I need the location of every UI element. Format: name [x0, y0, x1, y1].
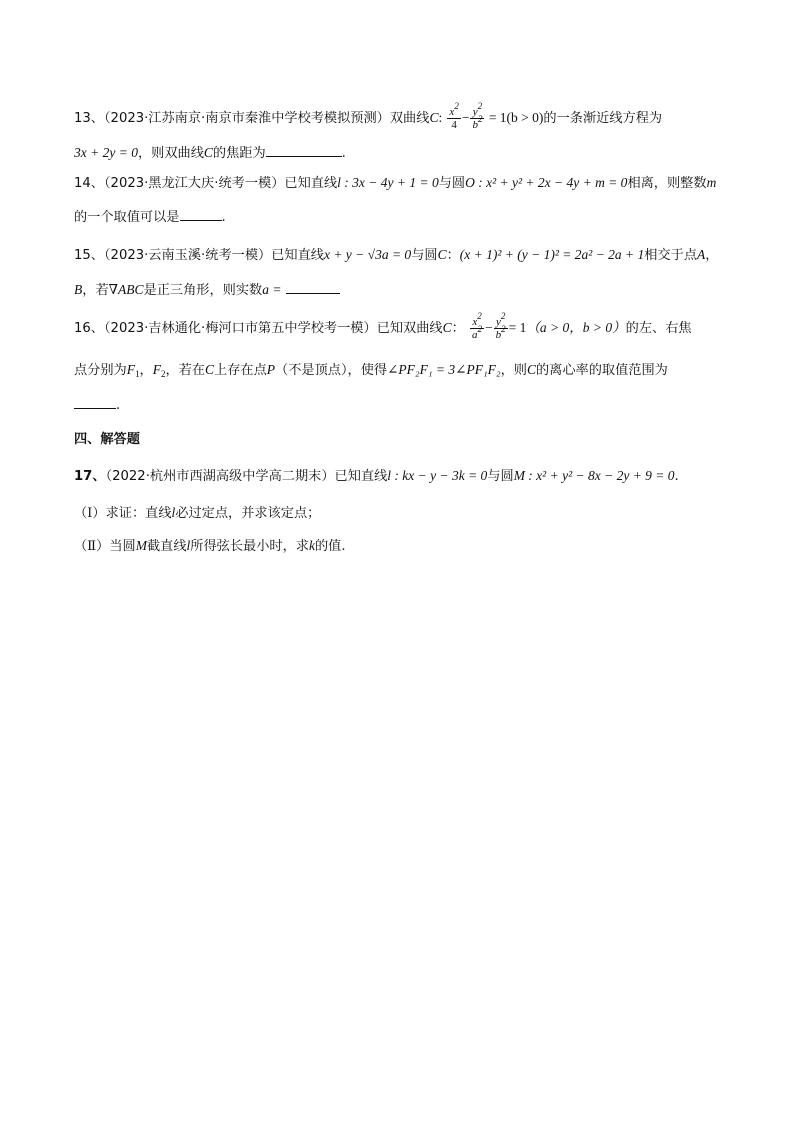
q14-source: （2023·黑龙江大庆·统考一模） — [103, 176, 285, 191]
q14-circle-equation: O : x² + y² + 2x − 4y + m = 0 — [465, 175, 628, 190]
q15-line-1: 15、（2023·云南玉溪·统考一模）已知直线x + y − √3a = 0与圆C：(x + 1)² + (y − 1)² = 2a² − 2a + 1相交于点A， — [74, 247, 719, 263]
q16-source: （2023·吉林通化·梅河口市第五中学校考一模） — [103, 321, 377, 336]
q13-line-1: 13、（2023·江苏南京·南京市秦淮中学校考模拟预测）双曲线C: $\frac{x^2}{4}$ − $\frac{y^2}{b^2}$ = 1(b > 0)的一条渐近线方程为 — [74, 101, 663, 131]
q15-point-b: B — [74, 282, 83, 297]
q15-number: 15、 — [74, 248, 104, 263]
q16-focus-2: $F_2$ — [152, 362, 166, 379]
q17-part-2-label: （Ⅱ） — [74, 539, 110, 554]
q14-line-equation: l : 3x − 4y + 1 = 0 — [337, 175, 439, 190]
q16-curve-name: C — [442, 320, 452, 335]
q16-fraction-y: $\frac{y^2}{b^2}$ — [495, 311, 506, 341]
q14-number: 14、 — [74, 176, 104, 191]
q15-point-a: A — [697, 247, 706, 262]
q15-answer-blank[interactable] — [286, 280, 340, 294]
q15-line-equation: x + y − √3a = 0 — [323, 247, 412, 262]
q13-equation-rhs: = 1(b > 0) — [485, 110, 544, 125]
q14-line-1: 14、（2023·黑龙江大庆·统考一模）已知直线l : 3x − 4y + 1 = 0与圆O : x² + y² + 2x − 4y + m = 0相离，则整数m — [74, 175, 717, 191]
q13-fraction-x: $\frac{x^2}{4}$ — [449, 101, 459, 131]
q16-line-1: 16、（2023·吉林通化·梅河口市第五中学校考一模）已知双曲线C： $\frac{x^2}{a^2}$ − $\frac{y^2}{b^2}$ = 1（a > 0，b > 0）的左、右焦 — [74, 311, 692, 341]
q13-fraction-y: $\frac{y^2}{b^2}$ — [472, 101, 483, 131]
q15-line-2: B，若∇ABC是正三角形，则实数a = — [74, 280, 734, 301]
q13-answer-blank[interactable] — [266, 143, 342, 157]
q15-source: （2023·云南玉溪·统考一模） — [103, 248, 272, 263]
q13-text-4: 的焦距为 — [212, 146, 266, 161]
q16-fraction-x: $\frac{x^2}{a^2}$ — [472, 311, 483, 341]
q14-answer-blank[interactable] — [180, 207, 222, 221]
q15-variable: a = — [262, 282, 282, 297]
q16-answer-blank[interactable] — [74, 395, 116, 409]
q15-triangle: ∇ABC — [108, 282, 144, 297]
q17-part-1: （Ⅰ）求证：直线l必过定点，并求该定点； — [74, 505, 321, 521]
q13-source: （2023·江苏南京·南京市秦淮中学校考模拟预测） — [103, 111, 390, 126]
q15-circle-name: C — [437, 247, 447, 262]
q13-text-2: 的一条渐近线方程为 — [543, 111, 663, 126]
q17-line-equation: l : kx − y − 3k = 0 — [387, 468, 488, 483]
q16-line-2: 点分别为$F_1$，$F_2$，若在C上存在点P（不是顶点），使得∠PF₂F₁ = 3∠PF₁F₂，则C的离心率的取值范围为 — [74, 362, 668, 379]
q14-line-2: 的一个取值可以是 . — [74, 207, 734, 228]
q15-circle-equation: (x + 1)² + (y − 1)² = 2a² − 2a + 1 — [459, 247, 645, 262]
q17-part-1-label: （Ⅰ） — [74, 506, 106, 521]
q13-line-2: 3x + 2y = 0，则双曲线C的焦距为 . — [74, 145, 346, 161]
q13-asymptote: 3x + 2y = 0 — [74, 145, 138, 160]
q13-text-3: ，则双曲线 — [137, 146, 204, 161]
q13-text: 双曲线 — [389, 111, 430, 126]
q17-part-2: （Ⅱ）当圆M截直线l所得弦长最小时，求k的值. — [74, 538, 346, 554]
q16-condition: （a > 0，b > 0） — [526, 320, 626, 335]
q16-angle-condition: ∠PF₂F₁ = 3∠PF₁F₂ — [387, 362, 501, 377]
q17-number: 17、 — [74, 469, 106, 484]
q16-point-p: P — [266, 362, 276, 377]
q13-curve-name-2: C — [203, 145, 213, 160]
q14-variable: m — [706, 175, 717, 190]
q17-source: （2022·杭州市西湖高级中学高二期末） — [105, 469, 335, 484]
q16-line-3: . — [74, 395, 734, 416]
q17-line-1: 17、（2022·杭州市西湖高级中学高二期末）已知直线l : kx − y − 3k = 0与圆M : x² + y² − 8x − 2y + 9 = 0. — [74, 468, 679, 484]
q13-number: 13、 — [74, 111, 104, 126]
q17-circle-equation: M : x² + y² − 8x − 2y + 9 = 0 — [513, 468, 675, 483]
q13-curve-name: C — [429, 110, 439, 125]
q16-number: 16、 — [74, 321, 104, 336]
section-title: 四、解答题 — [74, 432, 140, 447]
q16-focus-1: $F_1$ — [126, 362, 140, 379]
